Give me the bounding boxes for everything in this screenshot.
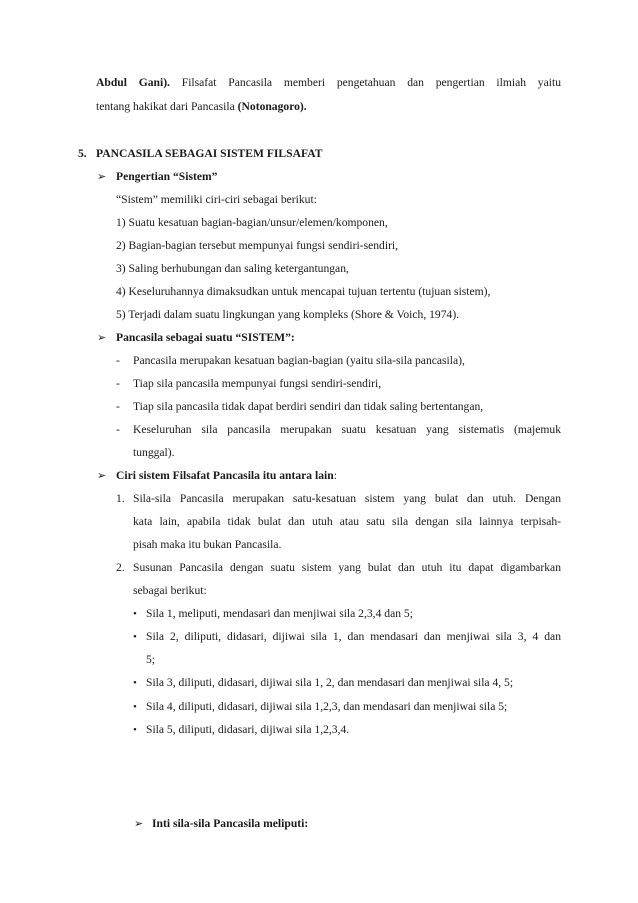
ciri-item-2-line-2: sebagai berikut: [133,584,207,597]
arrow-bullet-icon: ➢ [97,171,107,183]
arrow-bullet-icon: ➢ [134,818,144,830]
ciri-heading [116,469,337,483]
bullet-icon: • [133,701,137,713]
ciri-item-1-line-2: kata lain, apabila tidak bulat dan utuh atau satu sila dengan sila lainnya terpisah- [133,515,561,528]
pengertian-intro: “Sistem” memiliki ciri-ciri sebagai berikut: [116,193,317,206]
bullet-icon: • [133,631,137,643]
bullet-icon: • [133,608,137,620]
sila-bullet-3: Sila 3, diliputi, didasari, dijiwai sila 1, 2, dan mendasari dan menjiwai sila 4, 5; [146,676,514,689]
sistem-item-2: Tiap sila pancasila mempunyai fungsi sendiri-sendiri, [133,377,382,390]
sila-bullet-4: Sila 4, diliputi, didasari, dijiwai sila 1,2,3, dan mendasari dan menjiwai sila 5; [146,700,508,713]
ciri-heading-text: Ciri sistem Filsafat Pancasila itu antara lain [116,469,334,482]
sila-bullet-2-cont: 5; [146,653,156,666]
intro-bold-author: (Notonagoro). [237,100,307,113]
bullet-icon: • [133,677,137,689]
sistem-item-4-cont: tunggal). [133,446,175,459]
arrow-bullet-icon: ➢ [97,470,107,482]
inti-heading: Inti sila-sila Pancasila meliputi: [152,817,309,830]
pengertian-item-5: 5) Terjadi dalam suatu lingkungan yang kompleks (Shore & Voich, 1974). [116,308,460,321]
section-number: 5. [78,147,87,160]
sila-bullet-2: Sila 2, diliputi, didasari, dijiwai sila 1, dan mendasari dan menjiwai sila 3, 4 dan [146,630,561,643]
intro-line-1 [96,76,561,90]
sistem-item-3: Tiap sila pancasila tidak dapat berdiri sendiri dan tidak saling bertentangan, [133,400,484,413]
pengertian-item-1: 1) Suatu kesatuan bagian-bagian/unsur/elemen/komponen, [116,216,388,229]
ciri-item-1-line-1: Sila-sila Pancasila merupakan satu-kesatuan sistem yang bulat dan utuh. Dengan [133,492,561,505]
dash-marker: - [116,423,120,436]
intro-bold-name: Abdul Gani). [96,76,170,89]
pengertian-item-4: 4) Keseluruhannya dimaksudkan untuk mencapai tujuan tertentu (tujuan sistem), [116,285,491,298]
sistem-item-4: Keseluruhan sila pancasila merupakan suatu kesatuan yang sistematis (majemuk [133,423,561,436]
dash-marker: - [116,377,120,390]
intro-text-2: tentang hakikat dari Pancasila [96,100,235,113]
dash-marker: - [116,400,120,413]
pengertian-heading: Pengertian “Sistem” [116,170,218,183]
ciri-item-2-line-1: Susunan Pancasila dengan suatu sistem yang bulat dan utuh itu dapat digambarkan [133,561,561,574]
ciri-item-1-number: 1. [116,492,125,505]
sistem-item-1: Pancasila merupakan kesatuan bagian-bagian (yaitu sila-sila pancasila), [133,354,465,367]
intro-text: Filsafat Pancasila memberi pengetahuan dan pengertian ilmiah yaitu [181,76,561,89]
pengertian-item-2: 2) Bagian-bagian tersebut mempunyai fungsi sendiri-sendiri, [116,239,399,252]
ciri-item-1-line-3: pisah maka itu bukan Pancasila. [133,538,282,551]
pengertian-item-3: 3) Saling berhubungan dan saling ketergantungan, [116,262,349,275]
arrow-bullet-icon: ➢ [97,332,107,344]
sila-bullet-5: Sila 5, diliputi, didasari, dijiwai sila 1,2,3,4. [146,723,350,736]
sistem-heading: Pancasila sebagai suatu “SISTEM”: [116,331,295,344]
dash-marker: - [116,354,120,367]
section-title: PANCASILA SEBAGAI SISTEM FILSAFAT [96,147,323,160]
intro-line-2 [96,100,307,114]
bullet-icon: • [133,724,137,736]
sila-bullet-1: Sila 1, meliputi, mendasari dan menjiwai sila 2,3,4 dan 5; [146,607,413,620]
ciri-heading-colon: : [333,469,337,482]
ciri-item-2-number: 2. [116,561,125,574]
